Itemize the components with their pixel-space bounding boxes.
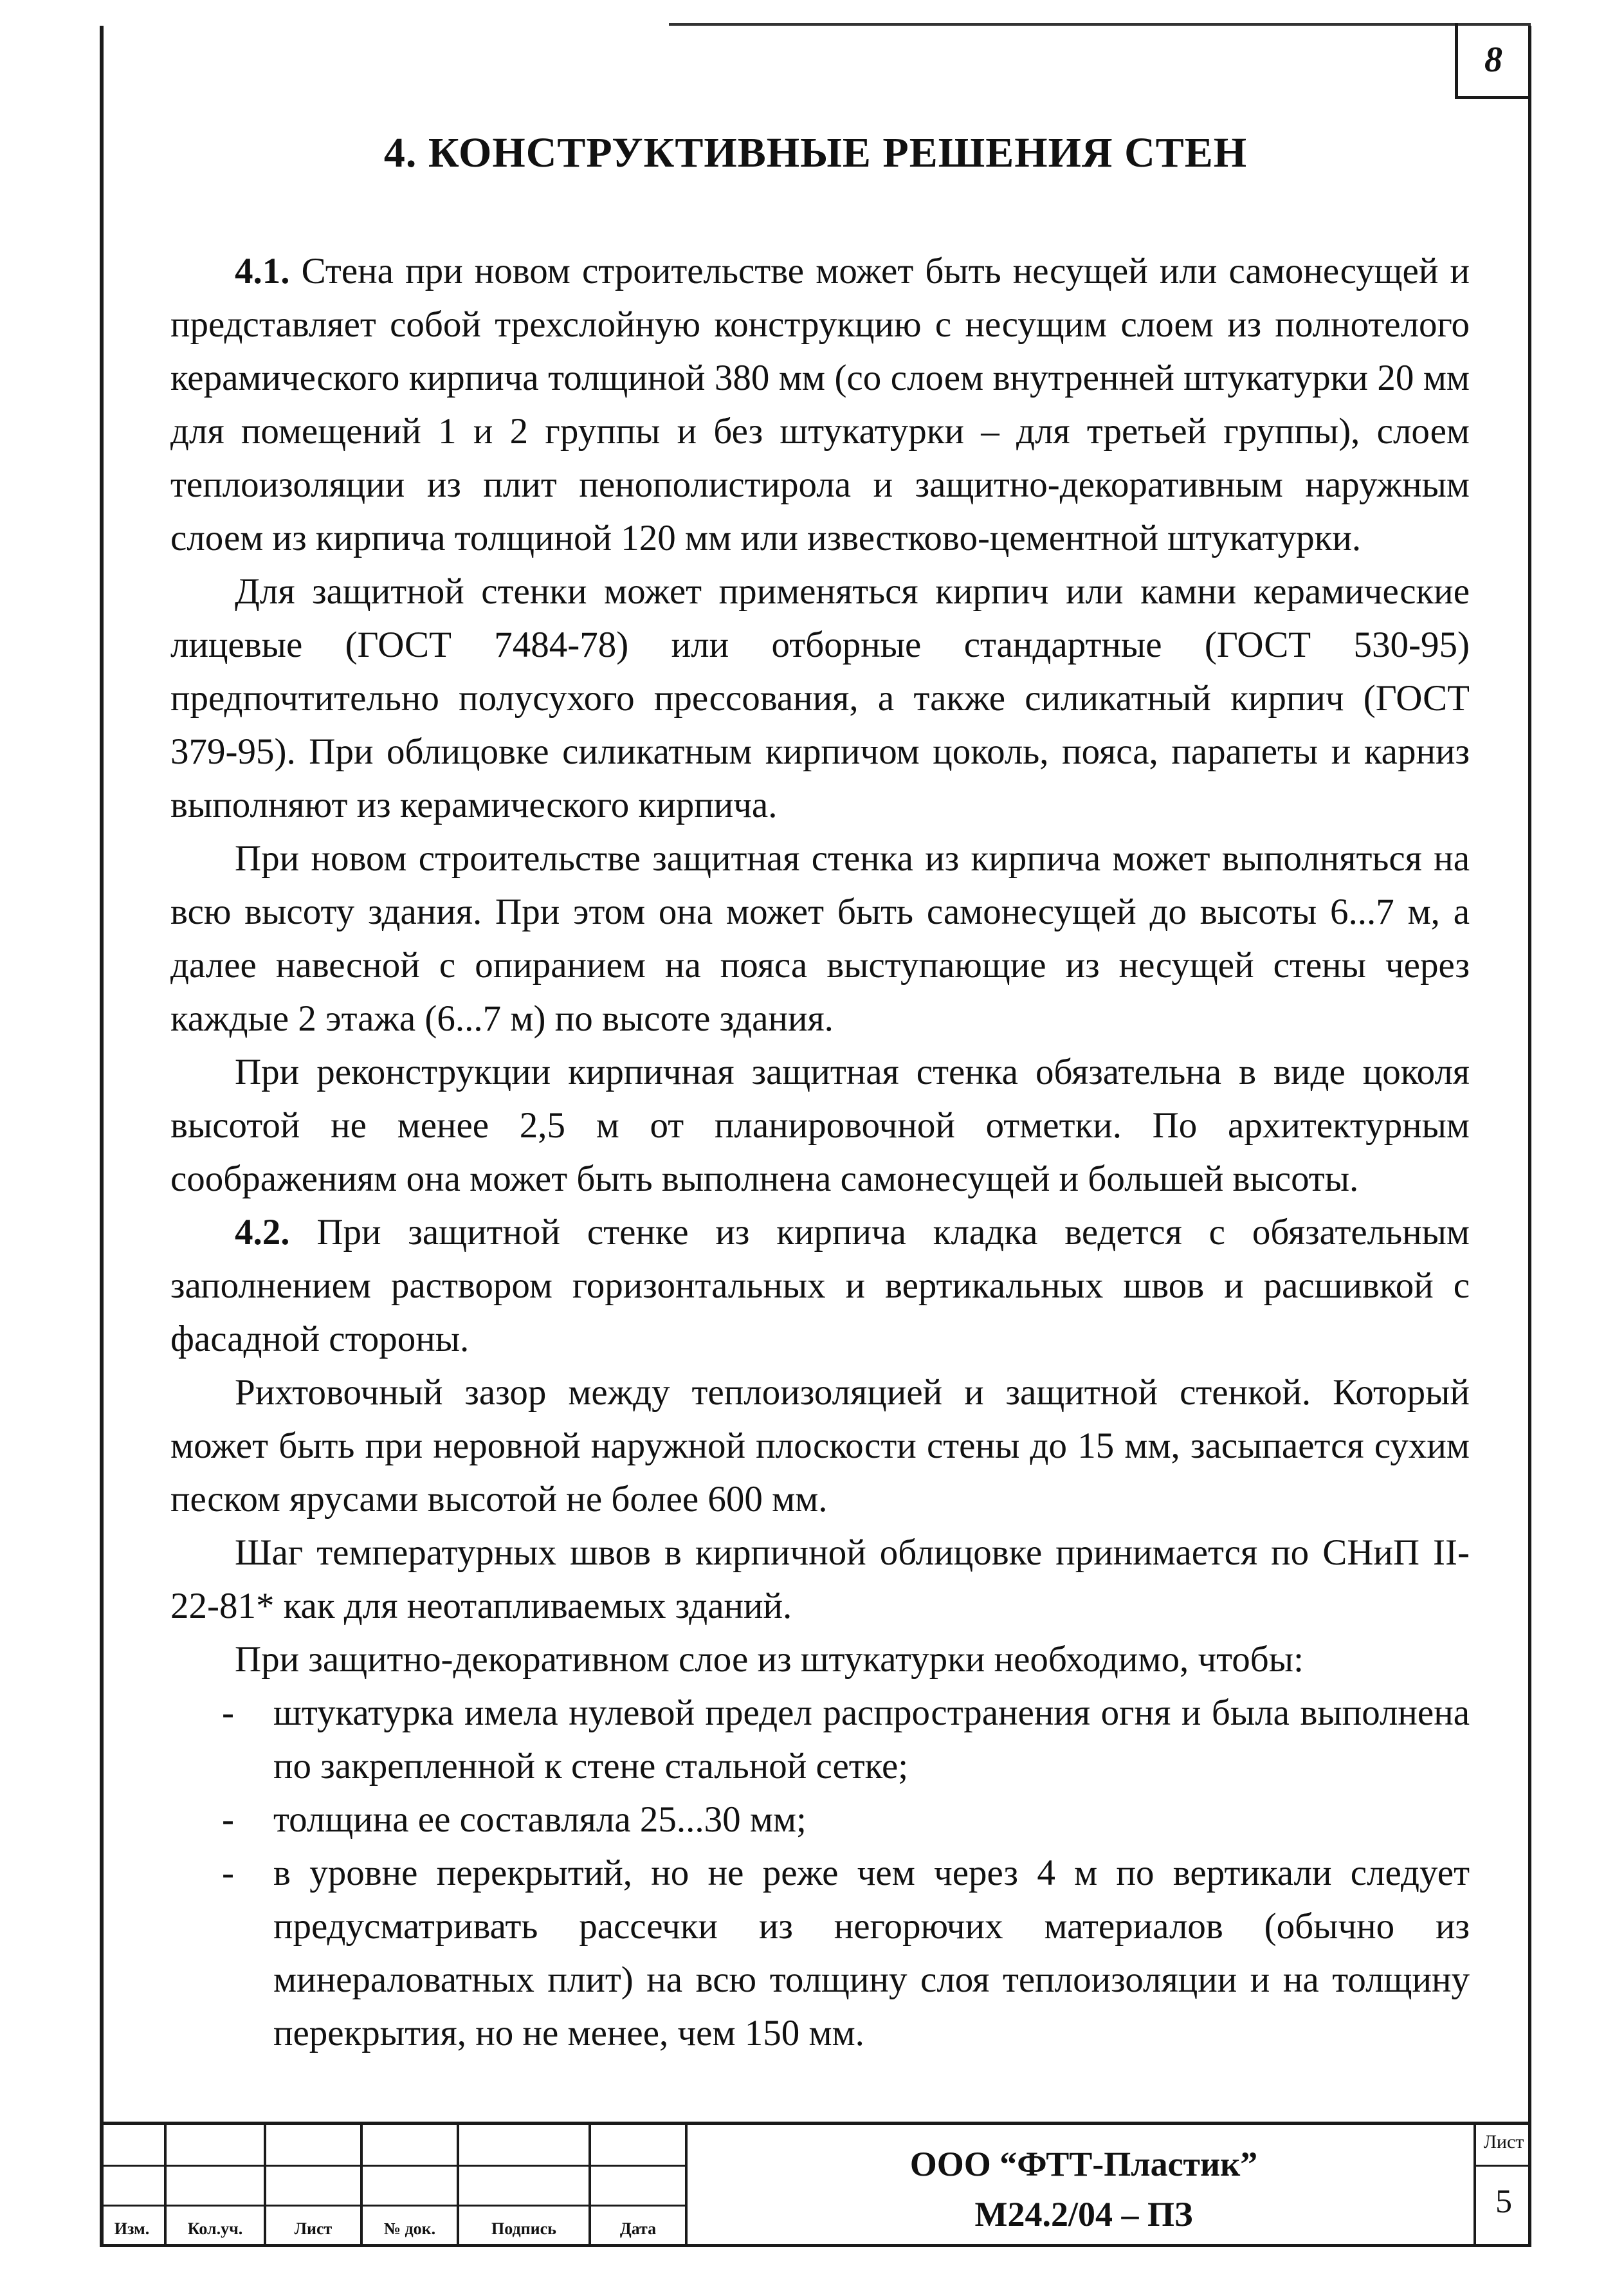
paragraph-text: Стена при новом строительстве может быть несущей или самонесущей и представляет собой трехслойную конструкцию с несущим слоем из полнотелого керамического кирпича толщиной 380 мм (со слоем внутренней штукатурки 20 мм для помещений 1 и 2 группы и без штукатурки – для третьей группы), слоем теплоизоляции из плит пенополистирола и защитно-декоративным наружным слоем из кирпича толщиной 120 мм или известково-цементной штукатурки.: [170, 251, 1470, 558]
sheet-number: 5: [1495, 2183, 1512, 2220]
paragraph: [170, 565, 1470, 832]
stamp-label-doc-number: № док.: [383, 2219, 436, 2238]
paragraph-text: Рихтовочный зазор между теплоизоляцией и защитной стенкой. Который может быть при неровной наружной плоскости стены до 15 мм, засыпается сухим песком ярусами высотой не более 600 мм.: [170, 1372, 1470, 1519]
frame-left-border: [100, 26, 104, 2245]
page-number-box: [1455, 23, 1529, 99]
paragraph-text: При новом строительстве защитная стенка из кирпича может выполняться на всю высоту здания. При этом она может быть самонесущей до высоты 6...7 м, а далее навесной с опиранием на пояса выступающие из несущей стены через каждые 2 этажа (6...7 м) по высоте здания.: [170, 838, 1470, 1039]
paragraph: [170, 1206, 1470, 1366]
list-item-text: толщина ее составляла 25...30 мм;: [273, 1799, 807, 1840]
dash-bullet: -: [222, 1693, 234, 1733]
stamp-label-count: Кол.уч.: [187, 2219, 243, 2238]
list-item-text: штукатурка имела нулевой предел распространения огня и была выполнена по закрепленной к стене стальной сетке;: [273, 1693, 1470, 1786]
stamp-divider: [685, 2125, 688, 2244]
paragraph-text: Шаг температурных швов в кирпичной облицовке принимается по СНиП II-22-81* как для неотапливаемых зданий.: [170, 1532, 1470, 1626]
document-code: М24.2/04 – ПЗ: [974, 2195, 1193, 2234]
paragraph: [170, 1526, 1470, 1633]
stamp-label-sheet: Лист: [294, 2219, 333, 2238]
stamp-row-line: [100, 2165, 685, 2167]
section-number: 4.1.: [235, 251, 290, 291]
section-title: 4. КОНСТРУКТИВНЫЕ РЕШЕНИЯ СТЕН: [383, 129, 1248, 176]
paragraph-text: При защитно-декоративном слое из штукатурки необходимо, чтобы:: [235, 1639, 1304, 1680]
paragraph-text: При защитной стенке из кирпича кладка ведется с обязательным заполнением раствором горизонтальных и вертикальных швов и расшивкой с фасадной стороны.: [170, 1212, 1470, 1359]
stamp-row-line: [1473, 2165, 1531, 2167]
page-number: 8: [1484, 39, 1502, 80]
dash-bullet: -: [222, 1853, 234, 1893]
list-item: [170, 1846, 1470, 2060]
frame-right-border: [1528, 26, 1531, 2245]
paragraph-text: При реконструкции кирпичная защитная стенка обязательна в виде цоколя высотой не менее 2,5 м от планировочной отметки. По архитектурным соображениям она может быть выполнена самонесущей и большей высоты.: [170, 1052, 1470, 1199]
paragraph-text: Для защитной стенки может применяться кирпич или камни керамические лицевые (ГОСТ 7484-78) или отборные стандартные (ГОСТ 530-95) предпочтительно полусухого прессования, а также силикатный кирпич (ГОСТ 379-95). При облицовке силикатным кирпичом цоколь, пояса, парапеты и карниз выполняют из керамического кирпича.: [170, 571, 1470, 825]
frame-top-border: [669, 23, 1531, 26]
section-number: 4.2.: [235, 1212, 290, 1253]
document-body: [170, 244, 1470, 2060]
dash-bullet: -: [222, 1799, 234, 1840]
paragraph: [170, 1045, 1470, 1206]
list-item: [170, 1686, 1470, 1793]
stamp-label-date: Дата: [619, 2219, 657, 2238]
sheet-label: Лист: [1483, 2131, 1524, 2152]
title-block-stamp: [100, 2122, 1531, 2247]
list-item: [170, 1793, 1470, 1846]
stamp-row-line: [100, 2205, 685, 2207]
requirements-list: [170, 1686, 1470, 2060]
paragraph: [170, 832, 1470, 1045]
paragraph: [170, 1633, 1470, 1686]
company-name: ООО “ФТТ-Пластик”: [909, 2145, 1258, 2183]
stamp-label-signature: Подпись: [491, 2219, 556, 2238]
paragraph: [170, 1366, 1470, 1526]
paragraph: [170, 244, 1470, 565]
stamp-label-revision: Изм.: [114, 2219, 150, 2238]
list-item-text: в уровне перекрытий, но не реже чем через 4 м по вертикали следует предусматривать рассечки из негорючих материалов (обычно из минераловатных плит) на всю толщину слоя теплоизоляции и на толщину перекрытия, но не менее, чем 150 мм.: [273, 1853, 1470, 2053]
